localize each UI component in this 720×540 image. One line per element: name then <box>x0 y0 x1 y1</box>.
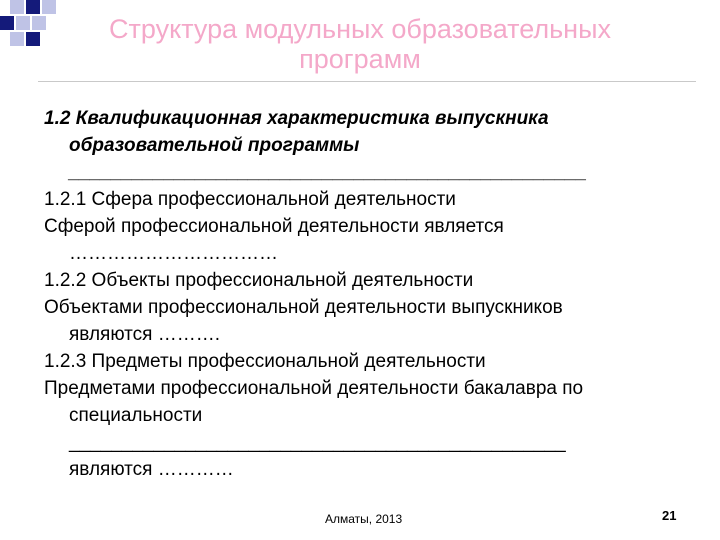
body-line-11: являются ………… <box>69 459 234 480</box>
page-number: 21 <box>662 508 677 523</box>
slide-title <box>80 14 640 74</box>
heading-line-2: образовательной программы <box>69 135 360 156</box>
body-line-6: являются ………. <box>69 324 220 345</box>
body-line-4: 1.2.2 Объекты профессиональной деятельности <box>44 270 474 291</box>
body-line-1: 1.2.1 Сфера профессиональной деятельности <box>44 189 456 210</box>
slide-body <box>44 105 704 483</box>
body-line-8: Предметами профессиональной деятельности бакалавра по <box>44 378 584 399</box>
body-line-10: _______________________________________________ <box>69 432 566 453</box>
slide-title-line-2: программ <box>299 44 421 74</box>
body-line-9: специальности <box>69 405 203 426</box>
body-line-7: 1.2.3 Предметы профессиональной деятельности <box>44 351 486 372</box>
body-line-2: Сферой профессиональной деятельности является <box>44 216 504 237</box>
heading-line-3: _________________________________________________ <box>69 162 587 183</box>
body-line-5: Объектами профессиональной деятельности выпускников <box>44 297 563 318</box>
heading-line-1: 1.2 Квалификационная характеристика выпускника <box>44 108 549 129</box>
slide-title-line-1: Структура модульных образовательных <box>109 14 611 44</box>
section-heading <box>44 105 704 186</box>
footer-text: Алматы, 2013 <box>325 512 403 526</box>
title-divider <box>38 81 696 82</box>
corner-decoration <box>0 0 80 48</box>
body-line-3: …………………………… <box>69 243 278 264</box>
